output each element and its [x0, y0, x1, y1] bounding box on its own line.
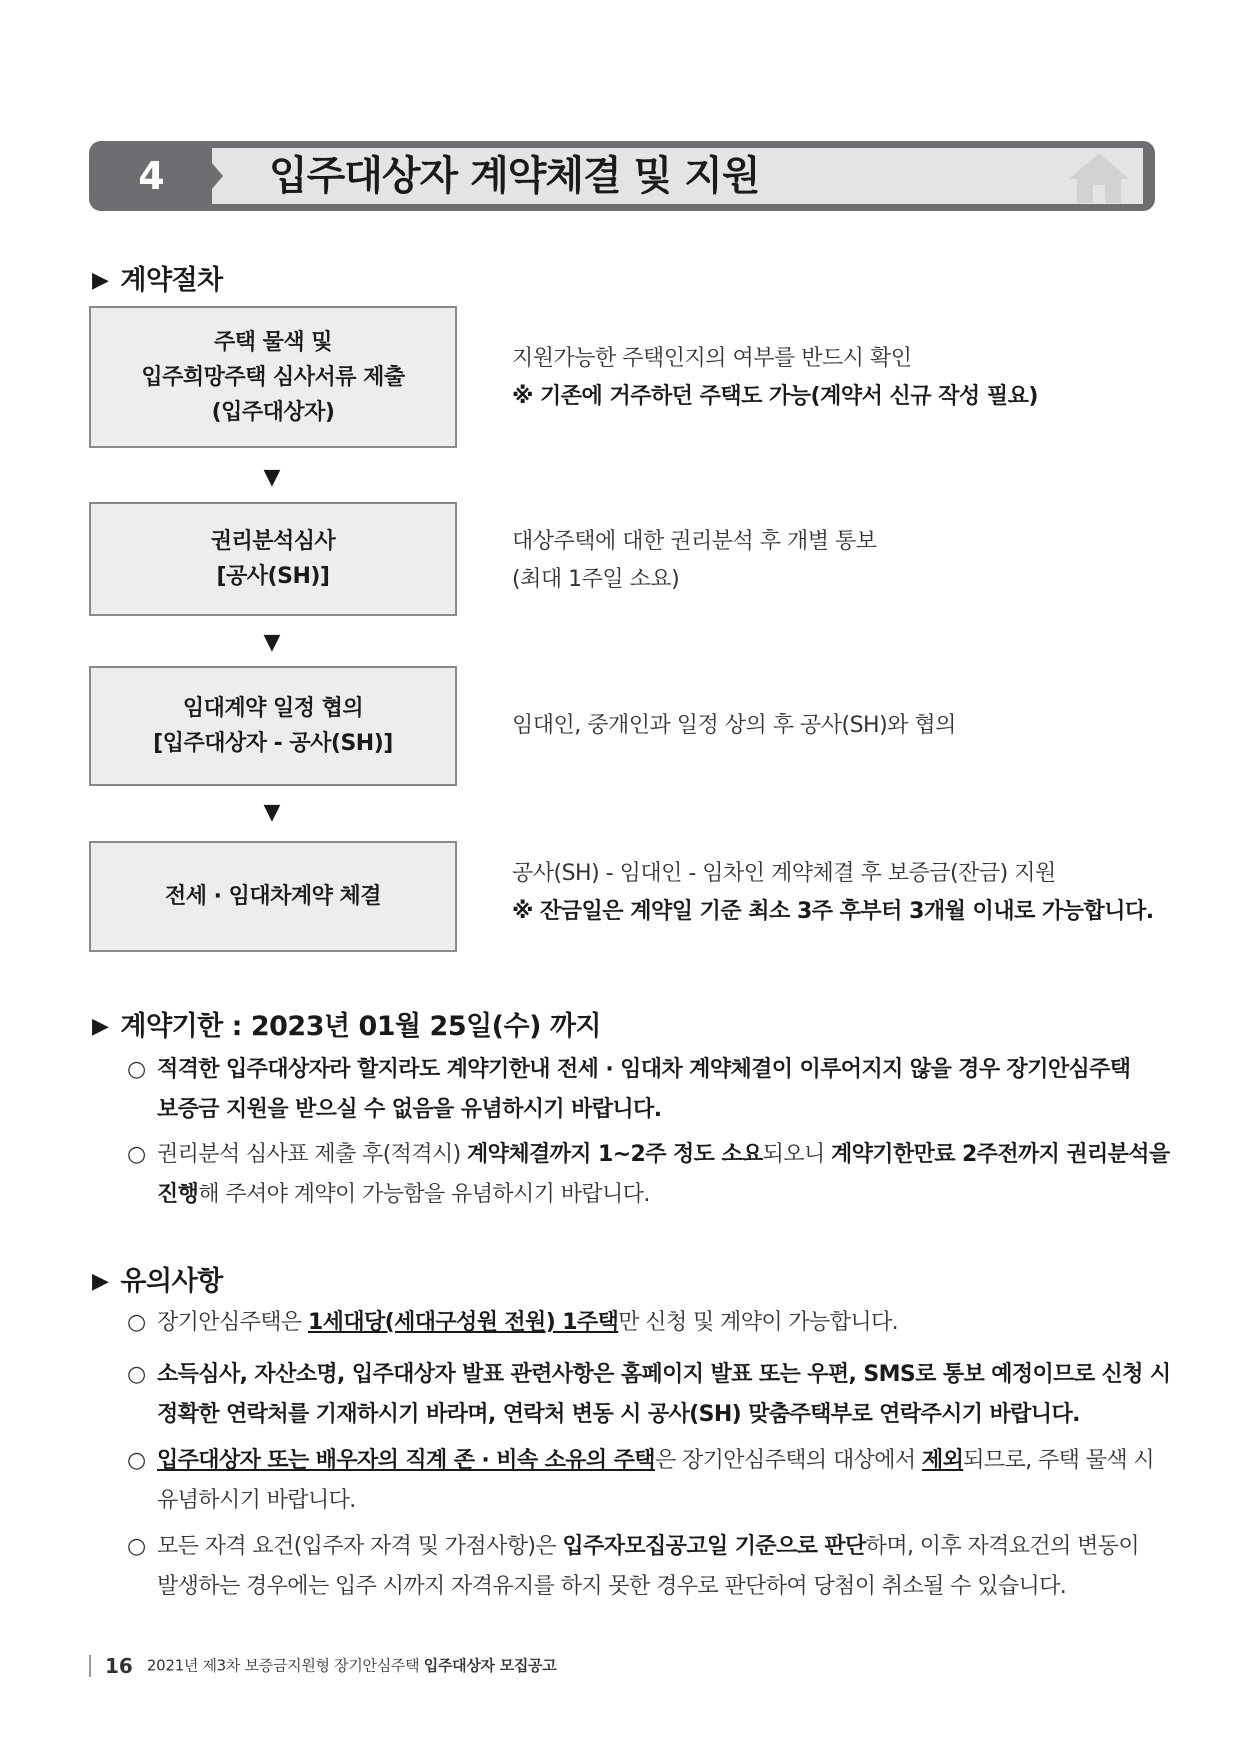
text-run-bold: 진행: [157, 1182, 199, 1207]
text-run: 만 신청 및 계약이 가능합니다.: [618, 1310, 899, 1335]
notes-item-2-line-1: 소득심사, 자산소명, 입주대상자 발표 관련사항은 홈페이지 발표 또는 우편, SMS로 통보 예정이므로 신청 시: [157, 1362, 1171, 1387]
section-title: 입주대상자 계약체결 및 지원: [269, 153, 760, 199]
page-number: 16: [105, 1653, 133, 1678]
notes-heading: [92, 1259, 223, 1298]
circle-bullet-icon: ○: [127, 1362, 146, 1387]
flow-step-3-box: [89, 666, 457, 786]
triangle-bullet-icon: ▶: [92, 1269, 109, 1294]
home-icon: [1067, 151, 1131, 205]
flow-step-1-description: [512, 340, 1212, 416]
flow-step-3-line-1: 임대계약 일정 협의: [182, 696, 364, 721]
flow-step-4-description: [512, 855, 1212, 931]
flow-arrow-1: ▼: [263, 465, 281, 490]
section-header: [89, 141, 1155, 211]
triangle-bullet-icon: ▶: [92, 1014, 109, 1039]
deadline-bullet-1-line-2: 보증금 지원을 받으실 수 없음을 유념하시기 바랍니다.: [157, 1097, 662, 1122]
circle-bullet-icon: ○: [127, 1142, 146, 1167]
text-run: 되오니: [762, 1142, 831, 1167]
flow-arrow-2: ▼: [263, 630, 281, 655]
notes-item-1: [127, 1303, 1157, 1343]
text-run: 장기안심주택은: [157, 1310, 308, 1335]
notes-item-1-line-1: [127, 1303, 1157, 1343]
text-run-bold-underlined: 1세대당(세대구성원 전원) 1주택: [307, 1310, 619, 1335]
flow-step-2-desc-line-1: 대상주택에 대한 권리분석 후 개별 통보: [512, 529, 877, 554]
notes-heading-text: 유의사항: [120, 1266, 223, 1297]
deadline-bullet-2-line-1: [127, 1135, 1170, 1175]
flow-step-1-desc-line-1: 지원가능한 주택인지의 여부를 반드시 확인: [512, 346, 912, 371]
deadline-heading-text: 계약기한 : 2023년 01월 25일(수) 까지: [120, 1011, 602, 1042]
deadline-bullet-1-line-1: 적격한 입주대상자라 할지라도 계약기한내 전세 · 임대차 계약체결이 이루어지지 않을 경우 장기안심주택: [157, 1057, 1131, 1082]
chevron-right-icon: [205, 155, 223, 197]
flow-step-2-desc-line-2: (최대 1주일 소요): [512, 567, 680, 592]
text-run: 은 장기안심주택의 대상에서: [654, 1448, 922, 1473]
text-run: 되므로, 주택 물색 시: [963, 1448, 1155, 1473]
circle-bullet-icon: ○: [127, 1534, 146, 1559]
notes-item-4-line-1: [127, 1527, 1157, 1567]
flow-step-2-line-1: 권리분석심사: [210, 529, 336, 554]
flow-step-1-line-3: (입주대상자): [211, 399, 335, 425]
flow-step-4-desc-line-2: ※ 잔금일은 계약일 기준 최소 3주 후부터 3개월 이내로 가능합니다.: [512, 899, 1154, 924]
procedure-heading-text: 계약절차: [120, 265, 223, 296]
footer-divider: [89, 1655, 91, 1677]
flow-step-3-line-2: [입주대상자 - 공사(SH)]: [153, 731, 393, 756]
section-number: 4: [138, 154, 165, 198]
text-run: 하며, 이후 자격요건의 변동이: [865, 1534, 1140, 1559]
notes-item-4: [127, 1527, 1157, 1607]
text-run-bold: 계약기한만료 2주전까지 권리분석을: [831, 1142, 1170, 1167]
flow-arrow-3: ▼: [263, 800, 281, 825]
text-run: 모든 자격 요건(입주자 자격 및 가점사항)은: [157, 1534, 563, 1559]
notes-item-3: [127, 1441, 1157, 1521]
flow-step-2-box: [89, 502, 457, 616]
circle-bullet-icon: ○: [127, 1448, 146, 1473]
text-run-bold-underlined: 제외: [921, 1448, 964, 1473]
flow-step-4-box: [89, 841, 457, 952]
flow-step-3-description: [512, 707, 1212, 745]
circle-bullet-icon: ○: [127, 1310, 146, 1335]
flow-step-3-desc-line-1: 임대인, 중개인과 일정 상의 후 공사(SH)와 협의: [512, 713, 956, 738]
flow-step-1-desc-line-2: ※ 기존에 거주하던 주택도 가능(계약서 신규 작성 필요): [512, 384, 1038, 409]
footer-text: 2021년 제3차 보증금지원형 장기안심주택: [146, 1656, 424, 1675]
text-run: 권리분석 심사표 제출 후(적격시): [157, 1142, 468, 1167]
flow-step-2-line-2: [공사(SH)]: [216, 564, 330, 589]
deadline-bullet-1: [127, 1050, 1157, 1130]
triangle-bullet-icon: ▶: [92, 268, 109, 293]
deadline-heading: [92, 1004, 601, 1043]
deadline-bullet-2: [127, 1135, 1170, 1215]
notes-item-4-line-2: 발생하는 경우에는 입주 시까지 자격유지를 하지 못한 경우로 판단하여 당첨이 취소될 수 있습니다.: [157, 1574, 1067, 1599]
flow-step-1-line-1: 주택 물색 및: [213, 329, 333, 355]
notes-item-2: [127, 1355, 1171, 1435]
circle-bullet-icon: ○: [127, 1057, 146, 1082]
notes-item-3-line-1: [127, 1441, 1157, 1481]
text-run-bold: 계약체결까지 1~2주 정도 소요: [467, 1142, 763, 1167]
flow-step-4-line-1: 전세 · 임대차계약 체결: [164, 884, 382, 909]
notes-item-3-line-2: 유념하시기 바랍니다.: [157, 1488, 356, 1513]
flow-step-2-description: [512, 523, 1212, 599]
procedure-heading: [92, 258, 223, 297]
page-footer: [89, 1650, 556, 1680]
flow-step-1-line-2: 입주희망주택 심사서류 제출: [141, 364, 405, 390]
deadline-bullet-2-line-2: [127, 1175, 1157, 1215]
flow-step-4-desc-line-1: 공사(SH) - 임대인 - 임차인 계약체결 후 보증금(잔금) 지원: [512, 861, 1056, 886]
text-run: 해 주셔야 계약이 가능함을 유념하시기 바랍니다.: [198, 1182, 650, 1207]
footer-text-bold: 입주대상자 모집공고: [423, 1656, 557, 1675]
text-run-bold: 입주자모집공고일 기준으로 판단: [562, 1534, 866, 1559]
notes-item-2-line-2: 정확한 연락처를 기재하시기 바라며, 연락처 변동 시 공사(SH) 맞춤주택부로 연락주시기 바랍니다.: [157, 1402, 1080, 1427]
flow-step-1-box: [89, 306, 457, 448]
text-run-bold-underlined: 입주대상자 또는 배우자의 직계 존 · 비속 소유의 주택: [157, 1448, 655, 1473]
